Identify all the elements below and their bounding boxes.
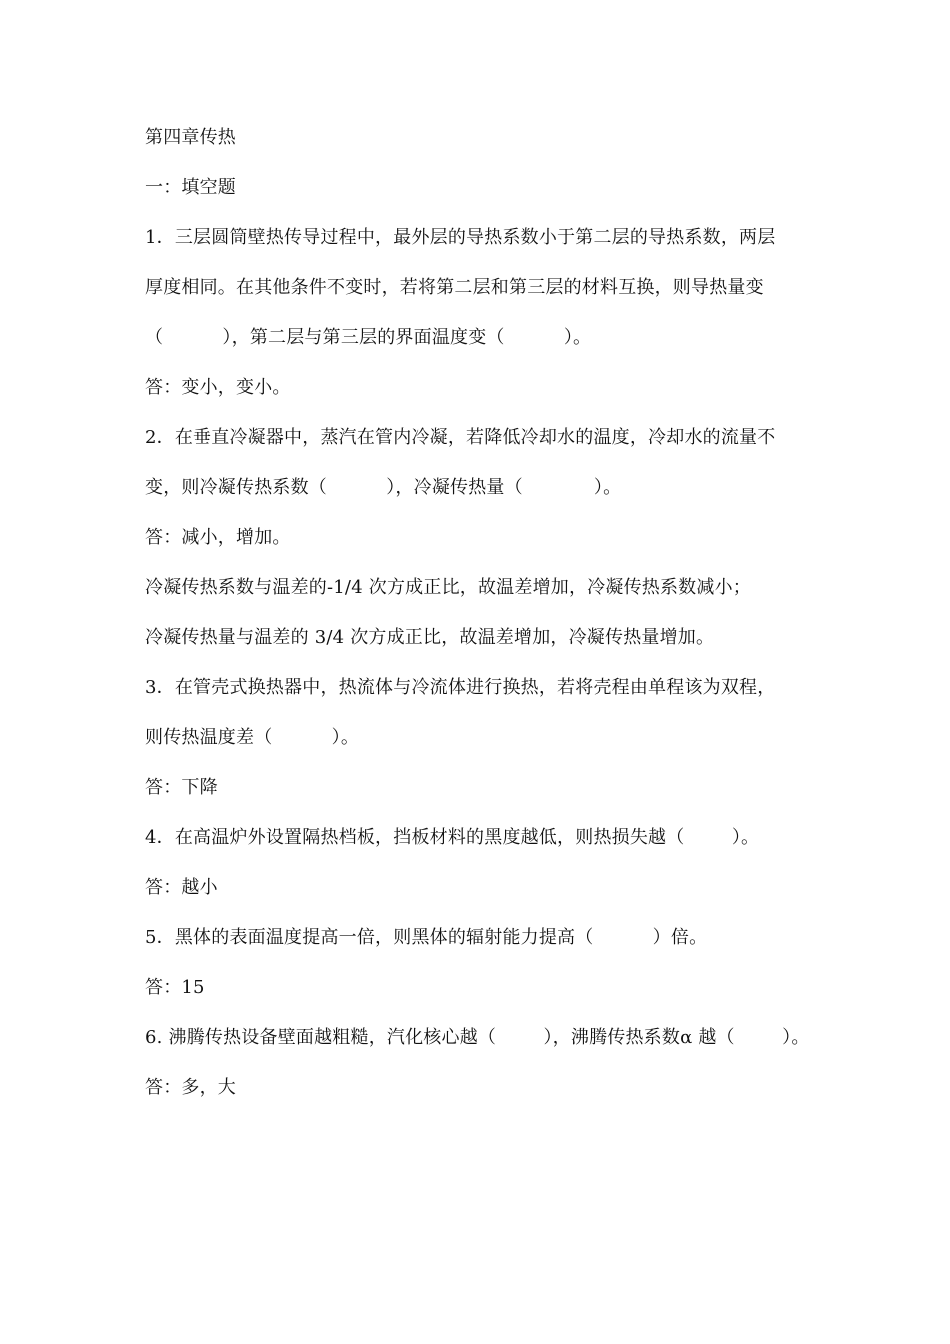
question-4: 4．在高温炉外设置隔热档板，挡板材料的黑度越低，则热损失越（ ）。 bbox=[145, 827, 760, 848]
question-1-line-3: （ ），第二层与第三层的界面温度变（ ）。 bbox=[145, 327, 592, 348]
answer-2-explanation-2: 冷凝传热量与温差的 3/4 次方成正比，故温差增加，冷凝传热量增加。 bbox=[145, 627, 715, 648]
question-2-line-1: 2．在垂直冷凝器中，蒸汽在管内冷凝，若降低冷却水的温度，冷却水的流量不 bbox=[145, 427, 776, 448]
chapter-title: 第四章传热 bbox=[145, 127, 236, 148]
question-5: 5．黑体的表面温度提高一倍，则黑体的辐射能力提高（ ）倍。 bbox=[145, 927, 708, 948]
question-6: 6. 沸腾传热设备壁面越粗糙，汽化核心越（ ），沸腾传热系数α 越（ ）。 bbox=[145, 1027, 810, 1048]
answer-2: 答：减小，增加。 bbox=[145, 527, 291, 548]
answer-3: 答：下降 bbox=[145, 777, 218, 798]
question-3-line-2: 则传热温度差（ ）。 bbox=[145, 727, 360, 748]
question-1-line-1: 1．三层圆筒壁热传导过程中，最外层的导热系数小于第二层的导热系数，两层 bbox=[145, 227, 776, 248]
answer-4: 答：越小 bbox=[145, 877, 218, 898]
answer-1: 答：变小，变小。 bbox=[145, 377, 291, 398]
question-3-line-1: 3．在管壳式换热器中，热流体与冷流体进行换热，若将壳程由单程该为双程， bbox=[145, 677, 776, 698]
answer-2-explanation-1: 冷凝传热系数与温差的-1/4 次方成正比，故温差增加，冷凝传热系数减小； bbox=[145, 577, 751, 598]
answer-5: 答：15 bbox=[145, 977, 205, 998]
question-2-line-2: 变，则冷凝传热系数（ ），冷凝传热量（ ）。 bbox=[145, 477, 622, 498]
question-1-line-2: 厚度相同。在其他条件不变时，若将第二层和第三层的材料互换，则导热量变 bbox=[145, 277, 764, 298]
section-title: 一：填空题 bbox=[145, 177, 236, 198]
answer-6: 答：多，大 bbox=[145, 1077, 236, 1098]
